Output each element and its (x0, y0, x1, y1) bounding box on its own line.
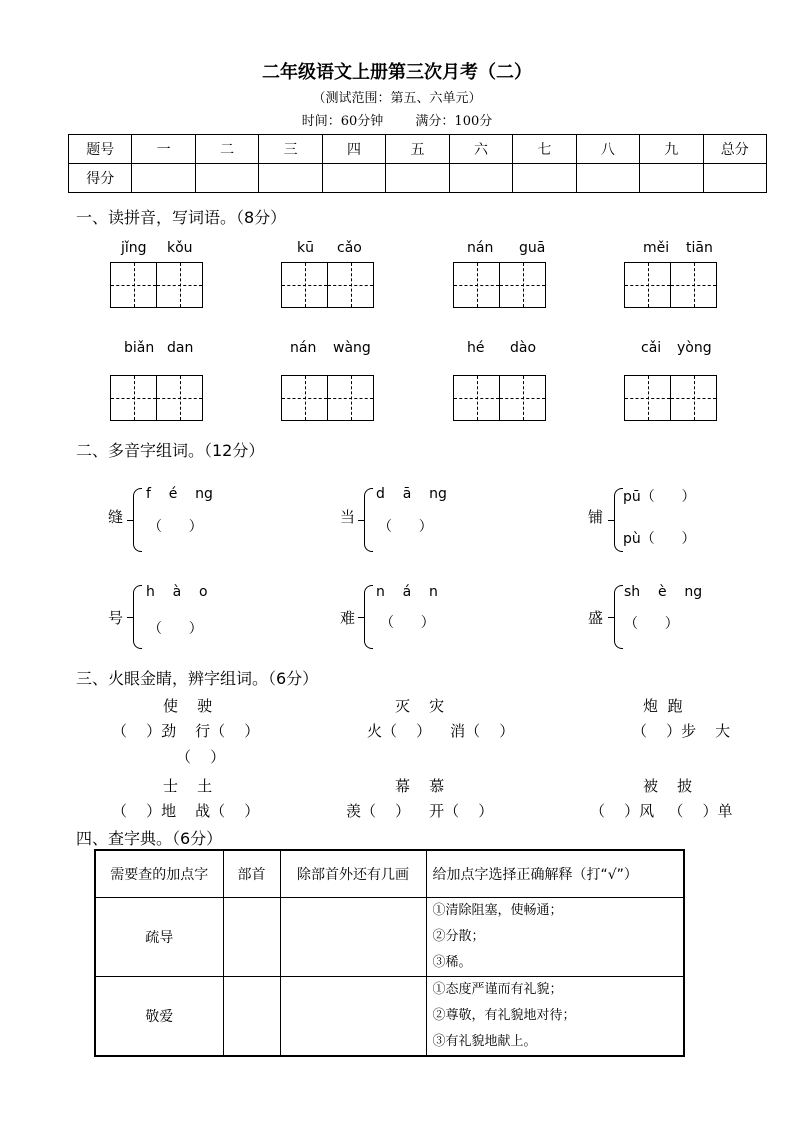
time-and-score (0, 110, 794, 129)
pinyin: cǎi (641, 340, 662, 356)
table-row (95, 977, 684, 1057)
pinyin: yòng (677, 340, 712, 356)
pinyin: kū (297, 240, 314, 256)
score-col: 总分 (703, 135, 766, 164)
score-row-label: 得分 (69, 164, 132, 193)
writing-grid[interactable] (110, 375, 203, 421)
pinyin: wàng (333, 340, 371, 356)
section3-heading: 三、火眼金睛，辨字组词。（6分） (76, 669, 319, 688)
polyphone-char: 盛 (588, 609, 604, 627)
polyphone-char: 号 (108, 609, 124, 627)
writing-grid[interactable] (453, 262, 546, 308)
polyphone-char: 缝 (108, 508, 124, 526)
score-cell[interactable] (195, 164, 258, 193)
radical-cell[interactable] (223, 977, 280, 1057)
pinyin: jǐng (121, 240, 147, 256)
score-cell[interactable] (703, 164, 766, 193)
dictionary-table (94, 849, 685, 1057)
score-col: 九 (640, 135, 703, 164)
word-blanks[interactable]: （ ）步 大 (632, 722, 731, 740)
section4-heading: 四、查字典。（6分） (76, 829, 223, 848)
score-col: 三 (259, 135, 322, 164)
char-pair: 炮 跑 (643, 697, 683, 715)
score-col: 题号 (69, 135, 132, 164)
brace (133, 488, 142, 552)
radical-cell[interactable] (223, 898, 280, 977)
polyphone-reading: sh è ng (624, 584, 703, 600)
word-blanks[interactable]: （ ）风 （ ）单 (590, 802, 733, 820)
definition-option[interactable]: ③有礼貌地献上。 (432, 1034, 537, 1049)
page-title: 二年级语文上册第三次月考（二） (262, 62, 532, 83)
char-pair: 幕 慕 (395, 777, 445, 795)
score-cell[interactable] (449, 164, 512, 193)
writing-grid[interactable] (281, 262, 374, 308)
score-col: 七 (513, 135, 576, 164)
definition-option[interactable]: ①清除阻塞，使畅通； (432, 903, 563, 918)
score-col: 四 (322, 135, 385, 164)
polyphone-reading: d ā ng (376, 486, 447, 502)
pinyin: cǎo (337, 240, 362, 256)
definition-option[interactable]: ①态度严谨而有礼貌； (432, 982, 563, 997)
score-col: 八 (576, 135, 639, 164)
score-cell[interactable] (513, 164, 576, 193)
column-header: 部首 (223, 850, 280, 898)
score-cell[interactable] (259, 164, 322, 193)
word-blanks[interactable]: （ ） (176, 748, 226, 766)
stroke-count-cell[interactable] (280, 977, 426, 1057)
pinyin: tiān (686, 240, 713, 256)
score-col: 一 (132, 135, 195, 164)
writing-grid[interactable] (453, 375, 546, 421)
definition-options[interactable] (426, 898, 684, 977)
lookup-word: 敬爱 (95, 977, 223, 1057)
word-blanks[interactable]: 羡（ ） 开（ ） (346, 802, 494, 820)
pinyin: kǒu (167, 240, 193, 256)
answer-blank[interactable]: （ ） (380, 615, 435, 631)
section1-heading: 一、读拼音，写词语。（8分） (76, 208, 287, 227)
brace (614, 488, 623, 552)
dictionary-header-row (95, 850, 684, 898)
word-blanks[interactable]: （ ）地 战（ ） (112, 802, 260, 820)
definition-option[interactable]: ②分散； (432, 929, 485, 944)
char-pair: 使 驶 (163, 697, 213, 715)
polyphone-char: 难 (340, 609, 356, 627)
lookup-word: 疏导 (95, 898, 223, 977)
word-blanks[interactable]: 火（ ） 消（ ） (367, 722, 515, 740)
score-cell[interactable] (576, 164, 639, 193)
answer-blank[interactable]: （ ） (148, 519, 203, 535)
score-cell[interactable] (386, 164, 449, 193)
score-col: 二 (195, 135, 258, 164)
answer-blank[interactable]: （ ） (378, 519, 433, 535)
polyphone-reading[interactable]: pù（ ） (623, 531, 696, 547)
brace (133, 585, 142, 649)
pinyin: nán (467, 240, 494, 256)
polyphone-reading: h à o (146, 584, 208, 600)
test-scope: （测试范围：第五、六单元） (312, 91, 482, 106)
column-header: 给加点字选择正确解释（打“√”） (426, 850, 684, 898)
answer-blank[interactable]: （ ） (624, 616, 679, 632)
char-pair: 士 土 (163, 777, 213, 795)
pinyin: guā (519, 240, 546, 256)
polyphone-reading[interactable]: pū（ ） (623, 489, 696, 505)
char-pair: 被 披 (643, 777, 693, 795)
polyphone-reading: f é ng (146, 486, 213, 502)
score-col: 六 (449, 135, 512, 164)
polyphone-reading: n á n (376, 584, 438, 600)
answer-blank[interactable]: （ ） (148, 621, 203, 637)
score-table (68, 134, 767, 193)
pinyin: měi (643, 240, 670, 256)
brace (364, 488, 373, 552)
word-blanks[interactable]: （ ）劲 行（ ） (112, 722, 260, 740)
score-cell[interactable] (132, 164, 195, 193)
polyphone-char: 当 (340, 508, 356, 526)
table-row (95, 898, 684, 977)
writing-grid[interactable] (624, 262, 717, 308)
brace (364, 585, 373, 649)
score-cell[interactable] (640, 164, 703, 193)
stroke-count-cell[interactable] (280, 898, 426, 977)
pinyin: biǎn (124, 340, 155, 356)
score-cell[interactable] (322, 164, 385, 193)
score-table-score-row (69, 164, 767, 193)
definition-options[interactable] (426, 977, 684, 1057)
score-col: 五 (386, 135, 449, 164)
writing-grid[interactable] (624, 375, 717, 421)
pinyin: dan (167, 340, 194, 356)
column-header: 需要查的加点字 (95, 850, 223, 898)
definition-option[interactable]: ②尊敬，有礼貌地对待； (432, 1008, 576, 1023)
exam-time: 时间：60分钟 (301, 114, 384, 129)
brace (614, 585, 623, 649)
section2-heading: 二、多音字组词。（12分） (76, 441, 265, 460)
pinyin: dào (510, 340, 537, 356)
definition-option[interactable]: ③稀。 (432, 955, 472, 970)
score-table-header-row (69, 135, 767, 164)
polyphone-char: 铺 (588, 508, 604, 526)
writing-grid[interactable] (281, 375, 374, 421)
column-header: 除部首外还有几画 (280, 850, 426, 898)
writing-grid[interactable] (110, 262, 203, 308)
pinyin: nán (290, 340, 317, 356)
full-score: 满分：100分 (415, 114, 493, 129)
pinyin: hé (467, 340, 485, 356)
char-pair: 灭 灾 (395, 697, 445, 715)
